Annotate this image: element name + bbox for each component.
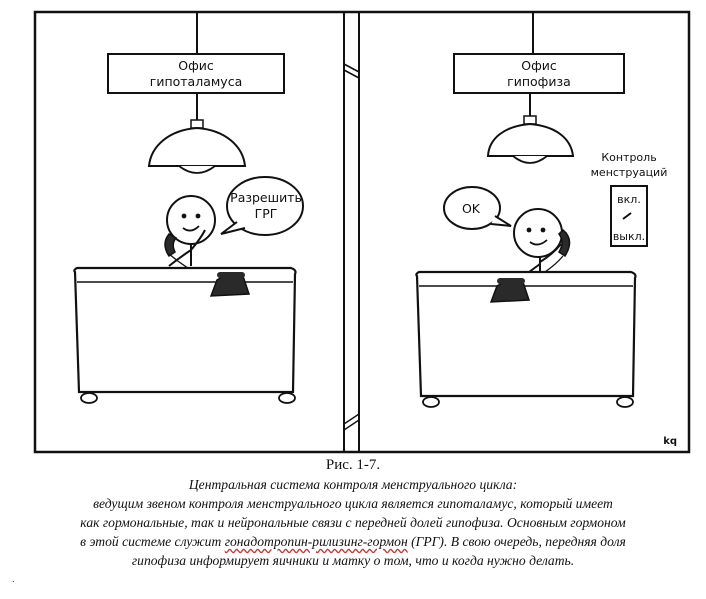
right-speech-text: OK	[461, 201, 481, 216]
left-ceiling-lamp	[149, 93, 245, 173]
left-phone-receiver	[165, 234, 176, 256]
left-speech-line-2: ГРГ	[254, 206, 278, 221]
switch-off-label: выкл.	[612, 230, 646, 243]
artist-signature: kq	[663, 436, 677, 447]
center-pillar	[344, 12, 359, 452]
control-label-line-1: Контроль	[601, 151, 657, 164]
right-desk	[416, 272, 635, 407]
caption-line-4-end: (ГРГ). В свою очередь, передняя доля	[407, 534, 626, 549]
caption-line-5: гипофиза информирует яичники и матку о том, что и когда нужно делать.	[131, 553, 575, 568]
figure-caption	[0, 456, 706, 570]
caption-line-3: как гормональные, так и нейрональные связи с передней долей гипофиза. Основным гормоном	[80, 515, 626, 530]
left-office-sign	[108, 12, 284, 93]
caption-title: Центральная система контроля менструального цикла:	[188, 477, 518, 492]
left-sign-line-1: Офис	[178, 58, 214, 73]
right-sign-line-2: гипофиза	[507, 74, 571, 89]
left-sign-line-2: гипоталамуса	[149, 74, 243, 89]
caption-line-2: ведущим звеном контроля менструального цикла является гипоталамус, который имеет	[93, 496, 613, 511]
figure-number: Рис. 1-7.	[325, 457, 381, 473]
right-speech-bubble	[444, 187, 511, 229]
margin-mark: .	[12, 574, 15, 584]
right-office-sign	[454, 12, 624, 93]
gnrh-term[interactable]: гонадотропин-рилизинг-гормон	[224, 534, 408, 549]
control-label-line-2: менструаций	[590, 166, 668, 179]
left-desk	[74, 268, 295, 403]
comic-strip	[33, 4, 693, 454]
right-ceiling-lamp	[488, 93, 573, 163]
caption-line-4-start: в этой системе служит	[80, 534, 225, 549]
comic-illustration	[33, 4, 693, 454]
switch-on-label: вкл.	[617, 193, 641, 206]
caption-line-4	[0, 532, 706, 551]
right-sign-line-1: Офис	[521, 58, 557, 73]
left-speech-bubble	[221, 177, 303, 235]
left-speech-line-1: Разрешить	[230, 190, 302, 205]
menstrual-control-panel	[591, 151, 668, 246]
